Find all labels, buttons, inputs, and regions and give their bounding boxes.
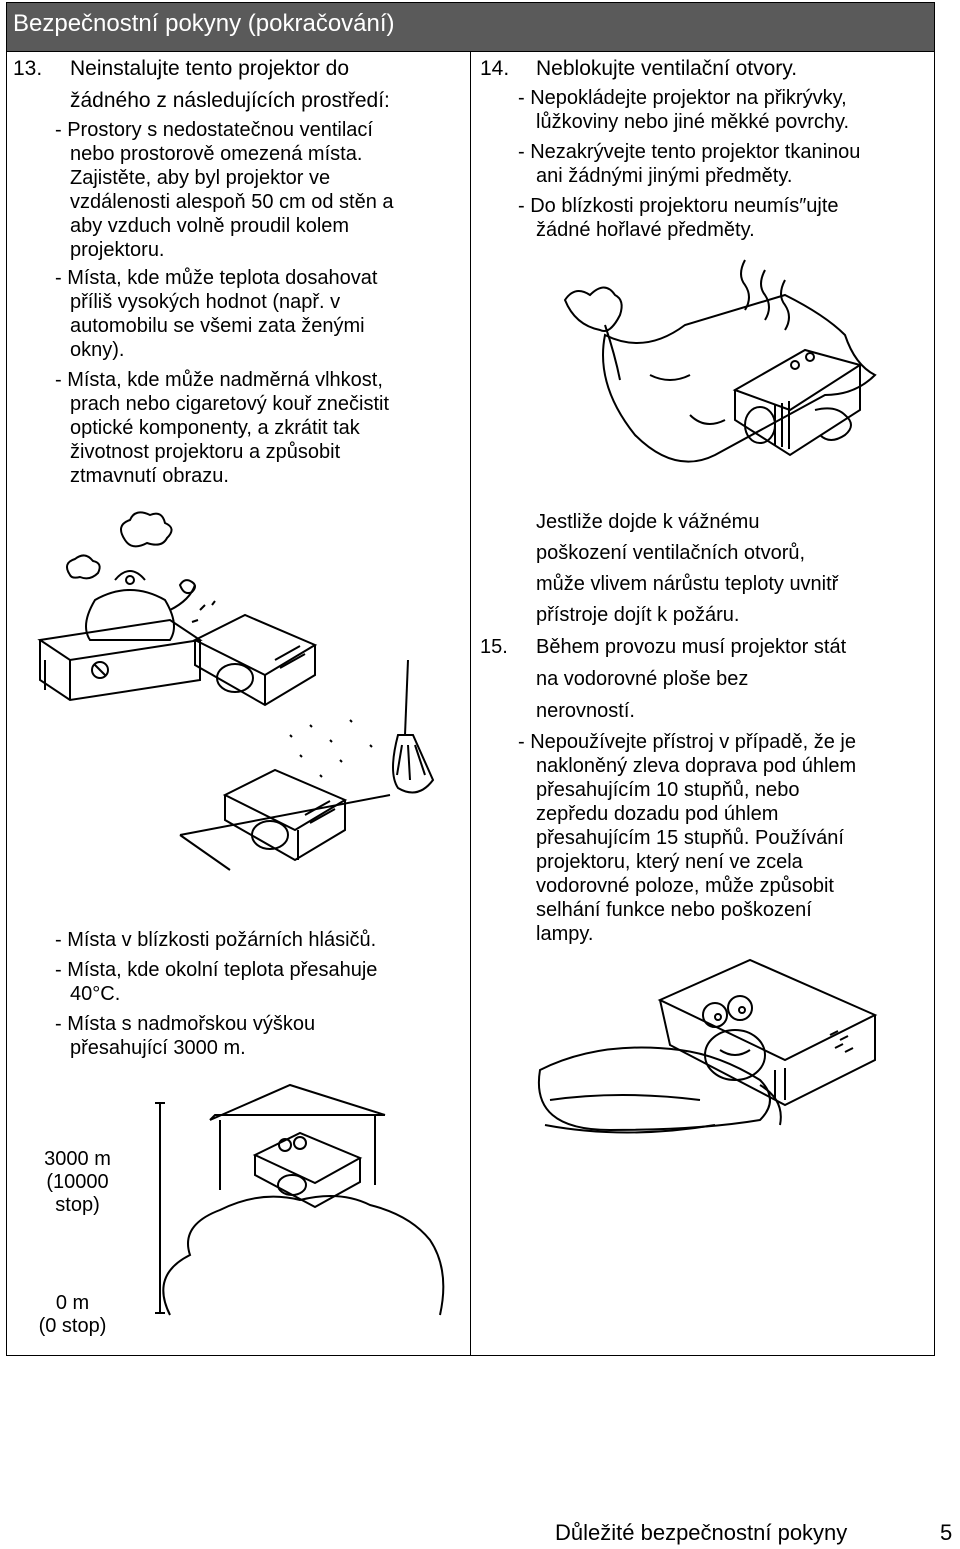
- bullet-ventilation-line-1: - Prostory s nedostatečnou ventilací: [55, 119, 373, 141]
- item-15-line-3: nerovností.: [536, 700, 635, 722]
- bullet-humidity-line-5: ztmavnutí obrazu.: [70, 465, 229, 487]
- item-15-line-2: na vodorovné ploše bez: [536, 668, 749, 690]
- item-15-bullet-line-6: projektoru, který není ve zcela: [536, 851, 803, 873]
- warning-line-1: Jestliže dojde k vážnému: [536, 511, 760, 533]
- bullet-ventilation-line-4: vzdálenosti alespoň 50 cm od stěn a: [70, 191, 394, 213]
- item-13-number: 13.: [13, 57, 43, 80]
- item-15-bullet-line-9: lampy.: [536, 923, 594, 945]
- bullet-altitude-line-1: - Místa s nadmořskou výškou: [55, 1013, 316, 1035]
- footer-section-title: Důležité bezpečnostní pokyny: [555, 1520, 848, 1545]
- altitude-top-line-3: stop): [55, 1194, 100, 1216]
- bullet-heat-line-1: - Místa, kde může teplota dosahovat: [55, 267, 378, 289]
- item-14-line-6: žádné hořlavé předměty.: [536, 219, 755, 241]
- column-divider: [470, 52, 471, 1355]
- bullet-humidity-line-4: životnost projektoru a způsobit: [70, 441, 341, 463]
- warning-line-2: poškození ventilačních otvorů,: [536, 542, 806, 564]
- altitude-label-top: [40, 1148, 115, 1217]
- bullet-ventilation-line-2: nebo prostorově omezená místa.: [70, 143, 363, 165]
- item-15-line-1: Během provozu musí projektor stát: [536, 636, 847, 658]
- item-15-bullet-line-8: selhání funkce nebo poškození: [536, 899, 812, 921]
- bullet-ventilation-line-6: projektoru.: [70, 239, 165, 261]
- item-14-line-1: - Nepokládejte projektor na přikrývky,: [518, 87, 847, 109]
- item-15-bullet-line-7: vodorovné poloze, může způsobit: [536, 875, 834, 897]
- item-15-bullet-line-3: přesahujícím 10 stupňů, nebo: [536, 779, 800, 801]
- item-13-title-line-2: žádného z následujících prostředí:: [70, 89, 390, 112]
- bullet-heat-line-3: automobilu se všemi zata ženými: [70, 315, 365, 337]
- item-14-title: Neblokujte ventilační otvory.: [536, 57, 798, 80]
- item-15-bullet-line-1: - Nepoužívejte přístroj v případě, že je: [518, 731, 856, 753]
- warning-line-3: může vlivem nárůstu teploty uvnitř: [536, 573, 839, 595]
- tilted-projector-illustration: [530, 960, 890, 1150]
- altitude-top-line-2: (10000: [46, 1171, 109, 1193]
- covered-projector-illustration: [560, 255, 880, 495]
- bullet-humidity-line-1: - Místa, kde může nadměrná vlhkost,: [55, 369, 383, 391]
- bullet-humidity-line-2: prach nebo cigaretový kouř znečistit: [70, 393, 390, 415]
- item-15-bullet-line-5: přesahujícím 15 stupňů. Používání: [536, 827, 844, 849]
- section-title: Bezpečnostní pokyny (pokračování): [13, 10, 395, 37]
- bullet-humidity-line-3: optické komponenty, a zkrátit tak: [70, 417, 360, 439]
- item-14-number: 14.: [480, 57, 510, 80]
- item-13-title-line-1: Neinstalujte tento projektor do: [70, 57, 349, 80]
- item-15-bullet-line-4: zepředu dozadu pod úhlem: [536, 803, 779, 825]
- item-14-line-4: ani žádnými jinými předměty.: [536, 165, 793, 187]
- item-14-line-2: lůžkoviny nebo jiné měkké povrchy.: [536, 111, 850, 133]
- item-14-line-5: - Do blízkosti projektoru neumís″ujte: [518, 195, 839, 217]
- item-15-number: 15.: [480, 636, 508, 658]
- bullet-fire-alarm: - Místa v blízkosti požárních hlásičů.: [55, 929, 377, 951]
- bullet-heat-line-4: okny).: [70, 339, 125, 361]
- bullet-ventilation-line-3: Zajistěte, aby byl projektor ve: [70, 167, 331, 189]
- bullet-altitude-line-2: přesahující 3000 m.: [70, 1037, 246, 1059]
- bullet-ventilation-line-5: aby vzduch volně proudil kolem: [70, 215, 350, 237]
- warning-line-4: přístroje dojít k požáru.: [536, 604, 740, 626]
- altitude-bottom-line-1: 0 m: [55, 1292, 90, 1314]
- hazard-environment-illustration: [30, 510, 450, 890]
- bullet-temperature-line-1: - Místa, kde okolní teplota přesahuje: [55, 959, 378, 981]
- altitude-illustration: [110, 1085, 470, 1335]
- altitude-top-line-1: 3000 m: [44, 1148, 111, 1170]
- section-header: [6, 2, 935, 52]
- bullet-heat-line-2: příliš vysokých hodnot (např. v: [70, 291, 341, 313]
- altitude-bottom-line-2: (0 stop): [38, 1315, 107, 1337]
- item-14-line-3: - Nezakrývejte tento projektor tkaninou: [518, 141, 861, 163]
- item-15-bullet-line-2: nakloněný zleva doprava pod úhlem: [536, 755, 857, 777]
- altitude-label-bottom: [30, 1292, 115, 1338]
- bullet-temperature-line-2: 40°C.: [70, 983, 121, 1005]
- footer-page-number: 5: [940, 1520, 953, 1545]
